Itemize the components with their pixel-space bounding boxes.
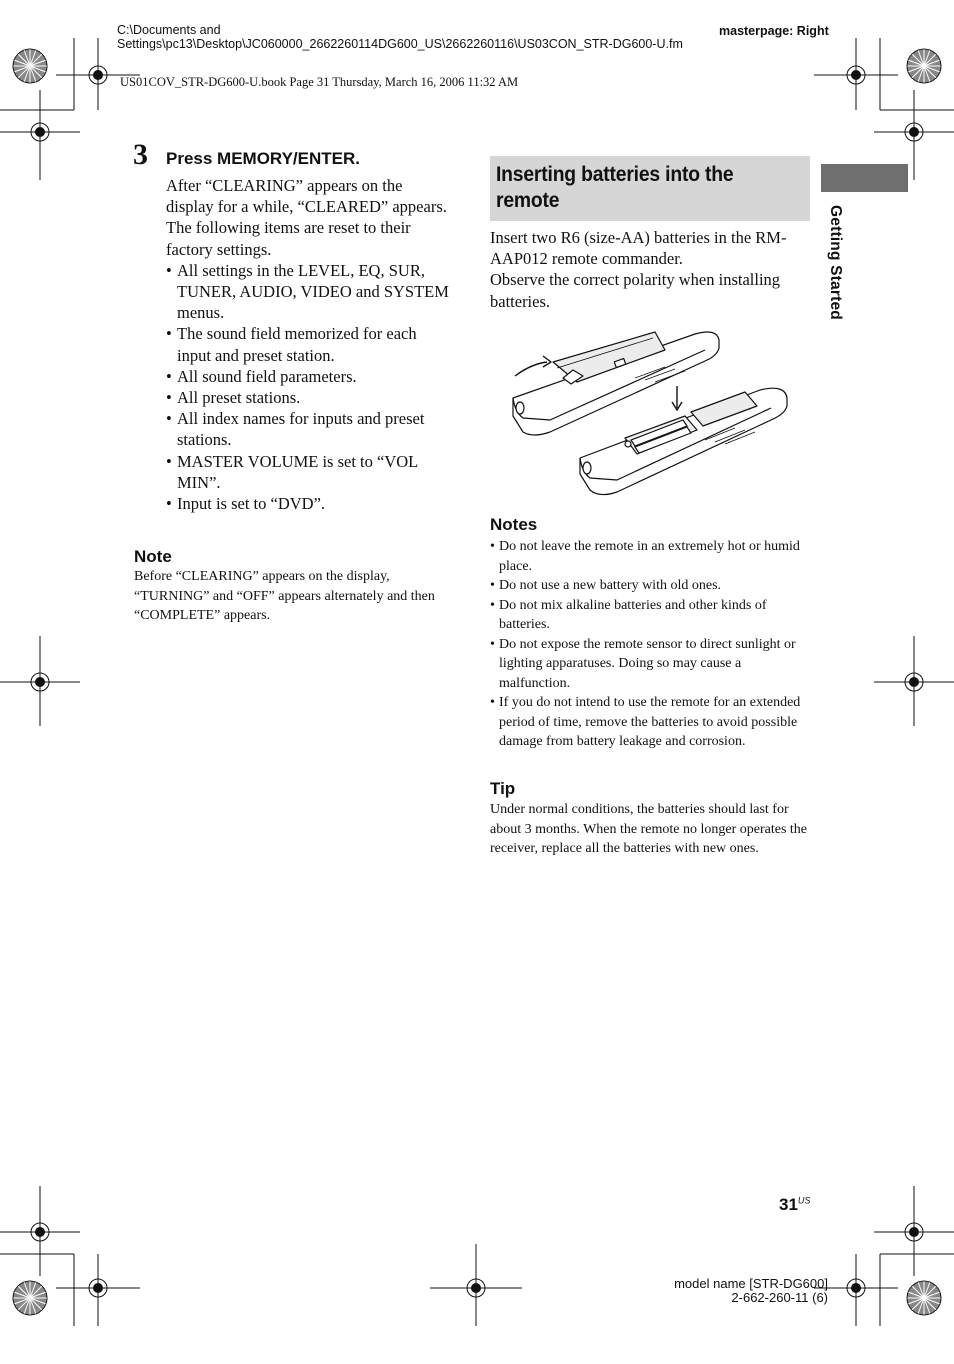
masterpage-label: masterpage: Right (719, 24, 829, 38)
reset-items-list (166, 260, 451, 514)
list-item: • MASTER VOLUME is set to “VOL MIN”. (166, 451, 451, 493)
book-info: US01COV_STR-DG600-U.book Page 31 Thursday, March 16, 2006 11:32 AM (120, 75, 519, 89)
note-text: Before “CLEARING” appears on the display, “TURNING” and “OFF” appears alternately and then “COMPLETE” appears. (134, 569, 435, 623)
section-body (490, 227, 810, 312)
section-title: Inserting batteries into the remote (496, 163, 734, 212)
file-path: C:\Documents and Settings\pc13\Desktop\JC060000_2662260114DG600_US\2662260116\US03CON_STR-DG600-U.fm (117, 23, 683, 51)
notes-list (490, 537, 810, 752)
step-paragraph: After “CLEARING” appears on the display for a while, “CLEARED” appears. (166, 176, 447, 217)
step-title: Press MEMORY/ENTER. (166, 149, 360, 168)
section-paragraph: Insert two R6 (size-AA) batteries in the RM-AAP012 remote commander. (490, 228, 787, 269)
list-item: • All preset stations. (166, 387, 451, 408)
list-item: • Do not leave the remote in an extremely hot or humid place. (490, 537, 810, 576)
step-number: 3 (133, 138, 148, 171)
list-item: • Do not expose the remote sensor to direct sunlight or lighting apparatuses. Doing so may cause a malfunction. (490, 635, 810, 694)
list-item: • If you do not intend to use the remote for an extended period of time, remove the batteries to avoid possible damage from battery leakage and corrosion. (490, 693, 810, 752)
part-number: 2-662-260-11 (6) (731, 1290, 828, 1305)
tip-text: Under normal conditions, the batteries should last for about 3 months. When the remote no longer operates the receiver, replace all the batteries with new ones. (490, 802, 807, 856)
section-tab-label: Getting Started (827, 205, 844, 320)
remote-battery-illustration (505, 320, 795, 502)
page-number-value: 31 (779, 1195, 798, 1214)
list-item: • All sound field parameters. (166, 366, 451, 387)
list-item: • The sound field memorized for each input and preset station. (166, 323, 451, 365)
page-number (779, 1195, 810, 1215)
page-number-suffix: US (797, 1195, 811, 1206)
section-tab-marker (821, 164, 908, 192)
list-item: • All index names for inputs and preset stations. (166, 408, 451, 450)
list-item: • Do not mix alkaline batteries and other kinds of batteries. (490, 596, 810, 635)
note-heading: Note (134, 547, 172, 566)
section-paragraph: Observe the correct polarity when installing batteries. (490, 270, 781, 311)
step-body (166, 175, 451, 514)
list-item: • All settings in the LEVEL, EQ, SUR, TUNER, AUDIO, VIDEO and SYSTEM menus. (166, 260, 451, 324)
list-item: • Input is set to “DVD”. (166, 493, 451, 514)
notes-heading: Notes (490, 515, 538, 534)
step-paragraph: The following items are reset to their factory settings. (166, 218, 411, 259)
list-item: • Do not use a new battery with old ones. (490, 576, 810, 596)
tip-heading: Tip (490, 779, 516, 798)
model-name: model name [STR-DG600] (674, 1276, 828, 1291)
notes-body (490, 537, 810, 752)
